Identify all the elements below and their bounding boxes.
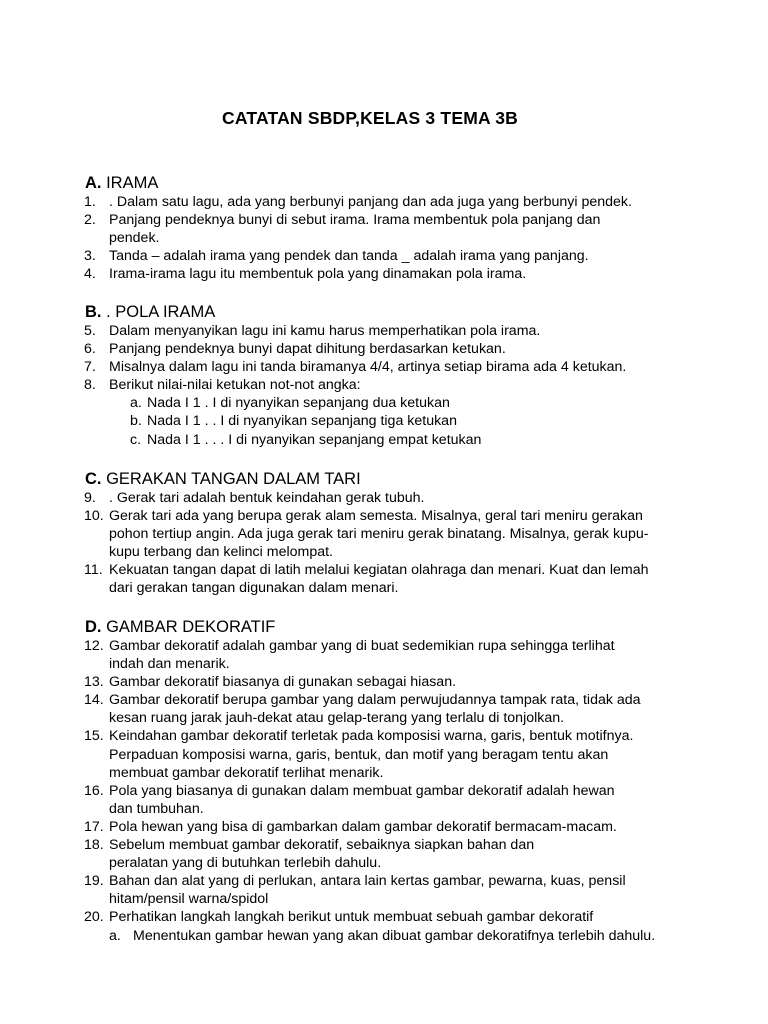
section-heading-text: GERAKAN TANGAN DALAM TARI (106, 470, 361, 488)
list-item (85, 489, 725, 507)
list-item-number: 3. (84, 248, 96, 265)
list-item-number: 13. (84, 674, 104, 691)
section-letter: B. (85, 303, 102, 321)
list-item (85, 193, 725, 211)
list-item-number: 7. (84, 359, 96, 376)
sub-list-item-letter: b. (130, 413, 142, 430)
list-item (85, 211, 725, 247)
list-item (85, 818, 725, 836)
list-item-line: indah dan menarik. (109, 656, 230, 673)
sub-list-item (85, 927, 725, 945)
list-item-line: Berikut nilai-nilai ketukan not-not angka: (109, 377, 361, 394)
list-item-text (109, 691, 725, 727)
list-item-line: Keindahan gambar dekoratif terletak pada komposisi warna, garis, bentuk motifnya. (109, 728, 634, 745)
list-item-text (109, 193, 725, 211)
list-item-number: 18. (84, 837, 104, 854)
list-item-text (109, 561, 725, 597)
list-item-line: dan tumbuhan. (109, 800, 204, 817)
list-item (85, 673, 725, 691)
list-item-number: 8. (84, 377, 96, 394)
list-item-line: kupu terbang dan kelinci melompat. (109, 544, 333, 561)
section-pola-irama (85, 302, 725, 449)
list-item-text (109, 673, 725, 691)
sub-list-item (85, 412, 725, 430)
list-item-number: 16. (84, 782, 104, 799)
list-item-line: Dalam menyanyikan lagu ini kamu harus memperhatikan pola irama. (109, 323, 541, 339)
sub-list-item-text: Menentukan gambar hewan yang akan dibuat gambar dekoratifnya terlebih dahulu. (133, 927, 656, 944)
list-item-number: 15. (84, 728, 104, 745)
list-item-text (109, 265, 725, 283)
numbered-list (85, 489, 725, 598)
sub-list-item (85, 394, 725, 412)
list-item-number: 10. (84, 508, 104, 525)
list-item-line: Panjang pendeknya bunyi dapat dihitung berdasarkan ketukan. (109, 341, 506, 358)
section-letter: A. (85, 174, 102, 192)
numbered-list (85, 193, 725, 283)
list-item-text (109, 358, 725, 376)
list-item-line: Perpaduan komposisi warna, garis, bentuk, dan motif yang beragam tentu akan (109, 746, 609, 763)
list-item-line: Misalnya dalam lagu ini tanda biramanya 4/4, artinya setiap birama ada 4 ketukan. (109, 359, 627, 376)
numbered-list (85, 637, 725, 927)
sub-list-item-letter: a. (130, 395, 142, 412)
list-item-text (109, 322, 725, 340)
list-item (85, 836, 725, 872)
list-item-number: 2. (84, 212, 96, 229)
list-item (85, 376, 725, 394)
list-item-number: 6. (84, 341, 96, 358)
section-letter: C. (85, 470, 102, 488)
list-item-line: Gambar dekoratif adalah gambar yang di buat sedemikian rupa sehingga terlihat (109, 638, 615, 654)
list-item-text (109, 836, 725, 872)
sub-list-item-text: Nada I 1 . . . I di nyanyikan sepanjang empat ketukan (147, 431, 482, 448)
list-item-number: 12. (84, 638, 104, 654)
list-item-number: 9. (84, 490, 96, 506)
list-item (85, 507, 725, 561)
list-item-line: Tanda – adalah irama yang pendek dan tanda _ adalah irama yang panjang. (109, 248, 589, 265)
list-item (85, 561, 725, 597)
page-title: CATATAN SBDP,KELAS 3 TEMA 3B (222, 108, 518, 128)
list-item-line: pohon tertiup angin. Ada juga gerak tari meniru gerak binatang. Misalnya, gerak kupu- (109, 526, 649, 543)
sub-list-item-letter: c. (130, 431, 142, 448)
list-item-text (109, 872, 725, 908)
list-item-line: peralatan yang di butuhkan terlebih dahulu. (109, 855, 382, 872)
list-item (85, 637, 725, 673)
list-item-text (109, 211, 725, 247)
section-gerakan-tangan (85, 469, 725, 598)
list-item (85, 782, 725, 818)
list-item-line: Perhatikan langkah langkah berikut untuk membuat sebuah gambar dekoratif (109, 909, 594, 926)
list-item-text (109, 340, 725, 358)
section-heading (85, 302, 725, 322)
list-item-line: dari gerakan tangan digunakan dalam menari. (109, 580, 399, 597)
list-item-line: . Gerak tari adalah bentuk keindahan gerak tubuh. (109, 490, 425, 506)
list-item-line: Kekuatan tangan dapat di latih melalui kegiatan olahraga dan menari. Kuat dan lemah (109, 562, 649, 579)
list-item-line: Gambar dekoratif berupa gambar yang dalam perwujudannya tampak rata, tidak ada (109, 692, 641, 709)
list-item-text (109, 727, 725, 781)
list-item-number: 14. (84, 692, 104, 709)
list-item-number: 20. (84, 909, 104, 926)
section-heading (85, 173, 725, 193)
section-gambar-dekoratif (85, 617, 725, 945)
list-item-text (109, 637, 725, 673)
sub-list-item-letter: a. (109, 927, 121, 944)
list-item-number: 4. (84, 266, 96, 283)
list-item-text (109, 507, 725, 561)
list-item-line: Gerak tari ada yang berupa gerak alam semesta. Misalnya, geral tari meniru gerakan (109, 508, 643, 525)
list-item-line: hitam/pensil warna/spidol (109, 891, 269, 908)
list-item-line: Pola hewan yang bisa di gambarkan dalam gambar dekoratif bermacam-macam. (109, 818, 617, 835)
list-item (85, 265, 725, 283)
list-item-text (109, 247, 725, 265)
list-item-line: Pola yang biasanya di gunakan dalam membuat gambar dekoratif adalah hewan (109, 782, 615, 799)
list-item-line: Sebelum membuat gambar dekoratif, sebaiknya siapkan bahan dan (109, 837, 535, 854)
list-item-line: Bahan dan alat yang di perlukan, antara lain kertas gambar, pewarna, kuas, pensil (109, 873, 626, 890)
list-item-line: . Dalam satu lagu, ada yang berbunyi panjang dan ada juga yang berbunyi pendek. (109, 194, 632, 210)
list-item (85, 340, 725, 358)
section-letter: D. (85, 618, 102, 636)
list-item-number: 1. (84, 194, 96, 210)
sub-list-item-text: Nada I 1 . I di nyanyikan sepanjang dua ketukan (147, 395, 450, 412)
list-item-text (109, 908, 725, 926)
list-item-line: Irama-irama lagu itu membentuk pola yang dinamakan pola irama. (109, 266, 527, 283)
list-item-line: Panjang pendeknya bunyi di sebut irama. Irama membentuk pola panjang dan (109, 212, 601, 229)
list-item-number: 11. (84, 562, 103, 579)
list-item-number: 5. (84, 323, 96, 339)
list-item-line: membuat gambar dekoratif terlihat menarik. (109, 764, 384, 781)
list-item-line: pendek. (109, 230, 160, 247)
section-irama (85, 173, 725, 283)
list-item (85, 908, 725, 926)
section-heading-text: . POLA IRAMA (106, 303, 216, 321)
sub-list-item (85, 431, 725, 449)
list-item (85, 872, 725, 908)
list-item (85, 691, 725, 727)
sub-list-item-text: Nada I 1 . . I di nyanyikan sepanjang tiga ketukan (147, 413, 457, 430)
list-item (85, 727, 725, 781)
section-heading (85, 617, 725, 637)
list-item-line: kesan ruang jarak jauh-dekat atau gelap-terang yang terlalu di tonjolkan. (109, 710, 565, 727)
section-heading (85, 469, 725, 489)
list-item-text (109, 489, 725, 507)
section-heading-text: IRAMA (106, 174, 159, 192)
list-item-line: Gambar dekoratif biasanya di gunakan sebagai hiasan. (109, 674, 457, 691)
section-heading-text: GAMBAR DEKORATIF (106, 618, 276, 636)
list-item-number: 19. (84, 873, 104, 890)
list-item-number: 17. (84, 818, 104, 835)
list-item-text (109, 818, 725, 836)
list-item (85, 247, 725, 265)
list-item (85, 322, 725, 340)
list-item (85, 358, 725, 376)
numbered-list (85, 322, 725, 394)
list-item-text (109, 782, 725, 818)
list-item-text (109, 376, 725, 394)
